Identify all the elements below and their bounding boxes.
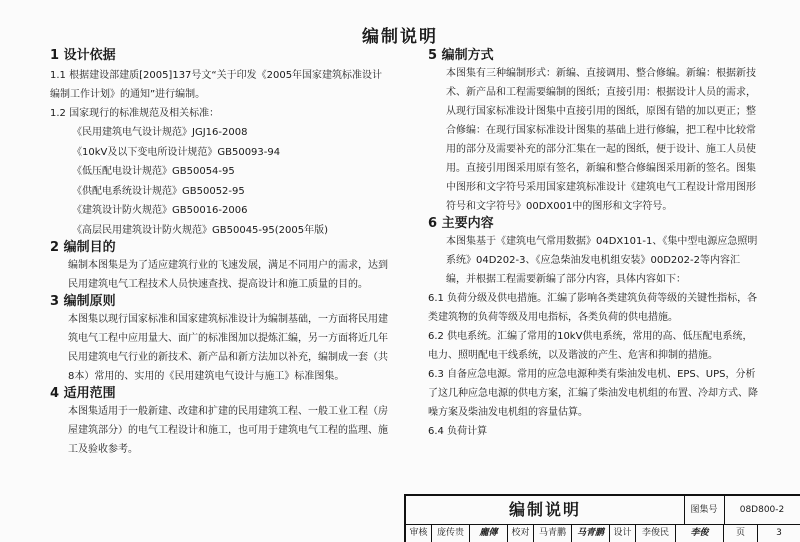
standards-list [50,123,390,240]
checker-signature: 马青鹏 [572,524,610,542]
right-column [428,48,758,441]
section-heading-design-basis: 1 设计依据 [50,48,116,63]
standard-item: 《低压配电设计规范》GB50054-95 [72,166,235,177]
title-block-name: 编制说明 [406,496,685,524]
paragraph-6-1: 6.1 负荷分级及供电措施。汇编了影响各类建筑负荷等级的关键性指标，各类建筑物的负荷等级及用电指标，各类负荷的供电措施。 [428,293,758,323]
reviewer-name: 庞传贵 [432,524,470,542]
title-block-row-top [406,496,800,525]
standard-item: 《10kV及以下变电所设计规范》GB50093-94 [72,146,281,158]
paragraph-content: 本图集基于《建筑电气常用数据》04DX101-1、《集中型电源应急照明系统》04D202-3、《应急柴油发电机组安装》00D202-2等内容汇编，并根据工程需要新编了部分内容，具体内容如下： [446,236,758,285]
paragraph-6-3: 6.3 自备应急电源。常用的应急电源种类有柴油发电机、EPS、UPS，分析了这几种应急电源的供电方案，汇编了柴油发电机组的布置、冷却方式、降噪方案及柴油发电机组的容量估算。 [428,369,758,418]
paragraph-method: 本图集有三种编制形式：新编、直接调用、整合修编。新编：根据新技术、新产品和工程需要编制的图纸；直接引用：根据设计人员的需求，从现行国家标准设计图集中直接引用的图纸，原图有错的加以更正；整合修编：在现行国家标准设计图集的基础上进行修编，把工程中比较常用的部分及需要补充的部分汇集在一起的图纸，便于设计、施工人员使用。直接引用图采用原有签名，新编和整合修编图采用新的签名。图集中图形和文字符号采用国家建筑标准设计《建筑电气工程设计常用图形符号和文字符号》00DX001中的图形和文字符号。 [446,68,756,212]
section-heading-content: 6 主要内容 [428,216,494,231]
designer-signature: 李俊 [676,524,724,542]
standard-item: 《高层民用建筑设计防火规范》GB50045-95(2005年版) [72,224,329,236]
section-heading-principles: 3 编制原则 [50,294,116,309]
paragraph-scope: 本图集适用于一般新建、改建和扩建的民用建筑工程、一般工业工程（房屋建筑部分）的电气工程设计和施工，也可用于建筑电气工程的监理、施工及验收参考。 [68,406,388,455]
page-title: 编制说明 [362,27,438,47]
review-label: 审核 [406,524,432,542]
paragraph-1-2: 1.2 国家现行的标准规范及相关标准： [50,108,220,119]
check-label: 校对 [508,524,534,542]
paragraph-purpose: 编制本图集是为了适应建筑行业的飞速发展，满足不同用户的需求，达到民用建筑电气工程技术人员快速查找、提高设计和施工质量的目的。 [68,260,388,290]
section-heading-method: 5 编制方式 [428,48,494,63]
atlas-number: 08D800-2 [739,505,785,515]
title-block [404,494,800,542]
left-column [50,48,390,459]
page-number: 3 [776,528,782,538]
designer-name: 李俊民 [636,524,676,542]
atlas-number-label: 图集号 [684,496,725,524]
section-heading-purpose: 2 编制目的 [50,240,116,255]
paragraph-6-4: 6.4 负荷计算 [428,426,488,437]
reviewer-signature: 龐傳 [470,524,508,542]
paragraph-1-1: 1.1 根据建设部建质[2005]137号文“关于印发《2005年国家建筑标准设计编制工作计划》的通知”进行编制。 [50,70,383,100]
section-heading-scope: 4 适用范围 [50,386,116,401]
title-block-row-signatures [406,524,800,542]
design-label: 设计 [610,524,636,542]
standard-item: 《建筑设计防火规范》GB50016-2006 [72,205,248,216]
page-label: 页 [724,524,758,542]
standard-item: 《民用建筑电气设计规范》JGJ16-2008 [72,127,248,138]
paragraph-6-2: 6.2 供电系统。汇编了常用的10kV供电系统，常用的高、低压配电系统，电力、照明配电干线系统，以及谐波的产生、危害和抑制的措施。 [428,331,753,361]
standard-item: 《供配电系统设计规范》GB50052-95 [72,185,245,197]
paragraph-principles: 本图集以现行国家标准和国家建筑标准设计为编制基础，一方面将民用建筑电气工程中应用量大、面广的标准图加以提炼汇编，另一方面将近几年民用建筑电气行业的新技术、新产品和新方法加以补充，编制成一套（共8本）常用的、实用的《民用建筑电气设计与施工》标准图集。 [68,314,388,382]
checker-name: 马青鹏 [534,524,572,542]
